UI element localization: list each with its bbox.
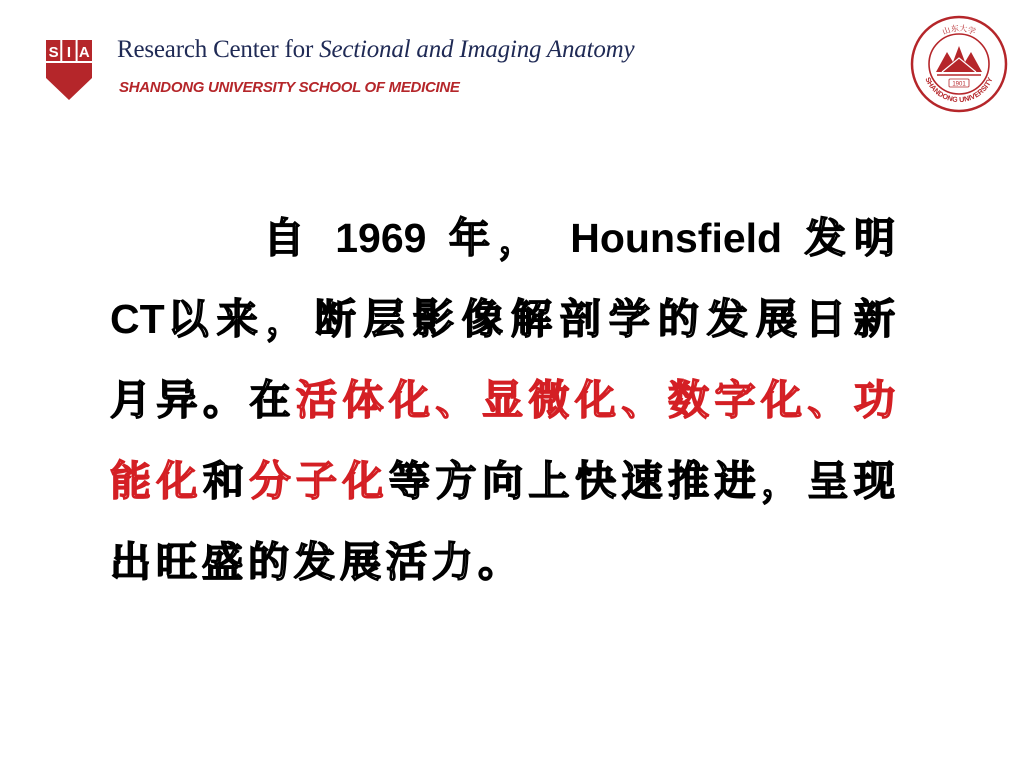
university-seal-logo <box>909 14 1009 114</box>
highlighted-molecular: 分子化 <box>249 457 389 505</box>
title-italic: Sectional and Imaging Anatomy <box>319 36 635 63</box>
logo-letter-s: S <box>48 44 59 61</box>
seal-top-text: 山东大学 <box>941 23 977 37</box>
ct-term: CT <box>110 296 165 342</box>
research-center-title <box>117 36 634 64</box>
school-subtitle: SHANDONG UNIVERSITY SCHOOL OF MEDICINE <box>119 79 460 96</box>
inventor-name: Hounsfield <box>570 215 783 261</box>
main-paragraph <box>110 198 900 603</box>
text-segment: 等方向上快速推进，呈现出旺盛的发展活力。 <box>110 457 900 586</box>
text-segment: 发明 <box>782 214 900 262</box>
text-segment: 自 <box>260 214 336 262</box>
text-segment: 年， <box>426 214 571 262</box>
highlighted-directions: 活体化、显微化、数字化、功能化 <box>110 376 900 505</box>
year-number: 1969 <box>335 215 427 261</box>
text-segment: 以来，断层影像解剖学的发展日新月异。在 <box>110 295 900 424</box>
logo-letter-a: A <box>78 44 90 61</box>
logo-letter-i: I <box>66 44 72 61</box>
seal-year: 1901 <box>952 81 966 88</box>
text-segment: 和 <box>203 457 250 505</box>
sia-shield-logo <box>44 38 94 102</box>
title-plain: Research Center for <box>117 36 320 63</box>
seal-bottom-text: SHANDONG UNIVERSITY <box>923 75 995 105</box>
